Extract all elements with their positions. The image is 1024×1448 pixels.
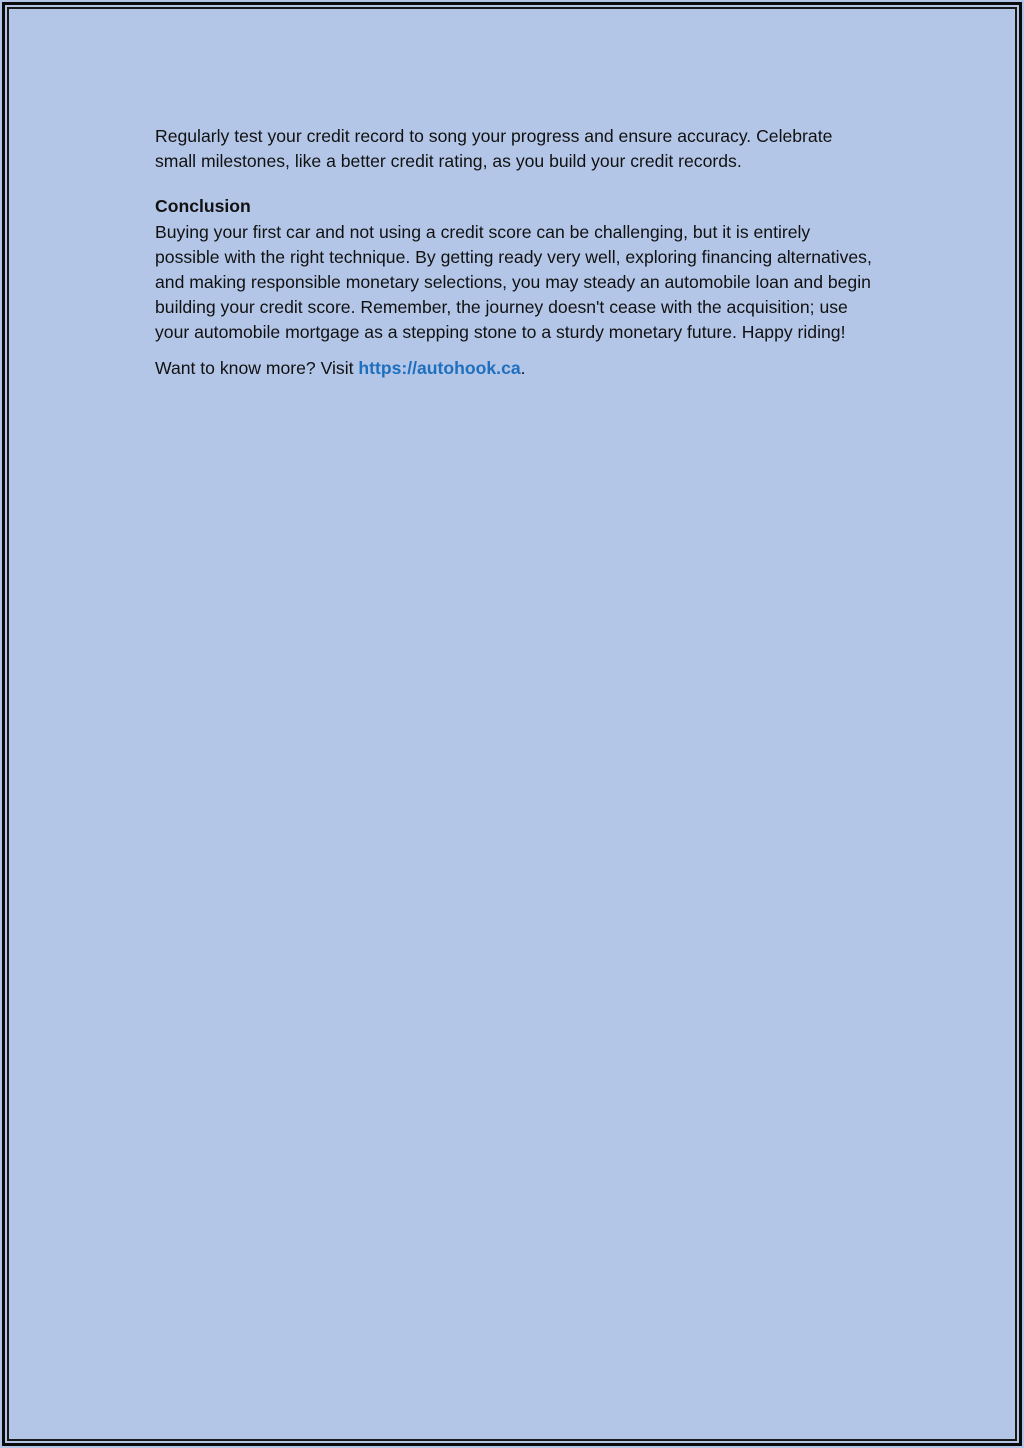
call-to-action <box>155 356 875 381</box>
cta-suffix: . <box>520 357 526 378</box>
paragraph-conclusion: Buying your first car and not using a credit score can be challenging, but it is entirely possible with the right technique. By getting ready very well, exploring financing alternatives, and making responsible monetary selections, you may steady an automobile loan and begin building your credit score. Remember, the journey doesn't cease with the acquisition; use your automobile mortgage as a stepping stone to a sturdy monetary future. Happy riding! <box>155 221 872 343</box>
document-body <box>155 124 875 381</box>
autohook-link[interactable]: https://autohook.ca <box>358 357 521 378</box>
conclusion-heading: Conclusion <box>155 196 251 217</box>
paragraph-credit-record: Regularly test your credit record to song your progress and ensure accuracy. Celebrate small milestones, like a better credit rating, as you build your credit records. <box>155 126 833 172</box>
cta-prefix: Want to know more? Visit <box>155 357 359 378</box>
